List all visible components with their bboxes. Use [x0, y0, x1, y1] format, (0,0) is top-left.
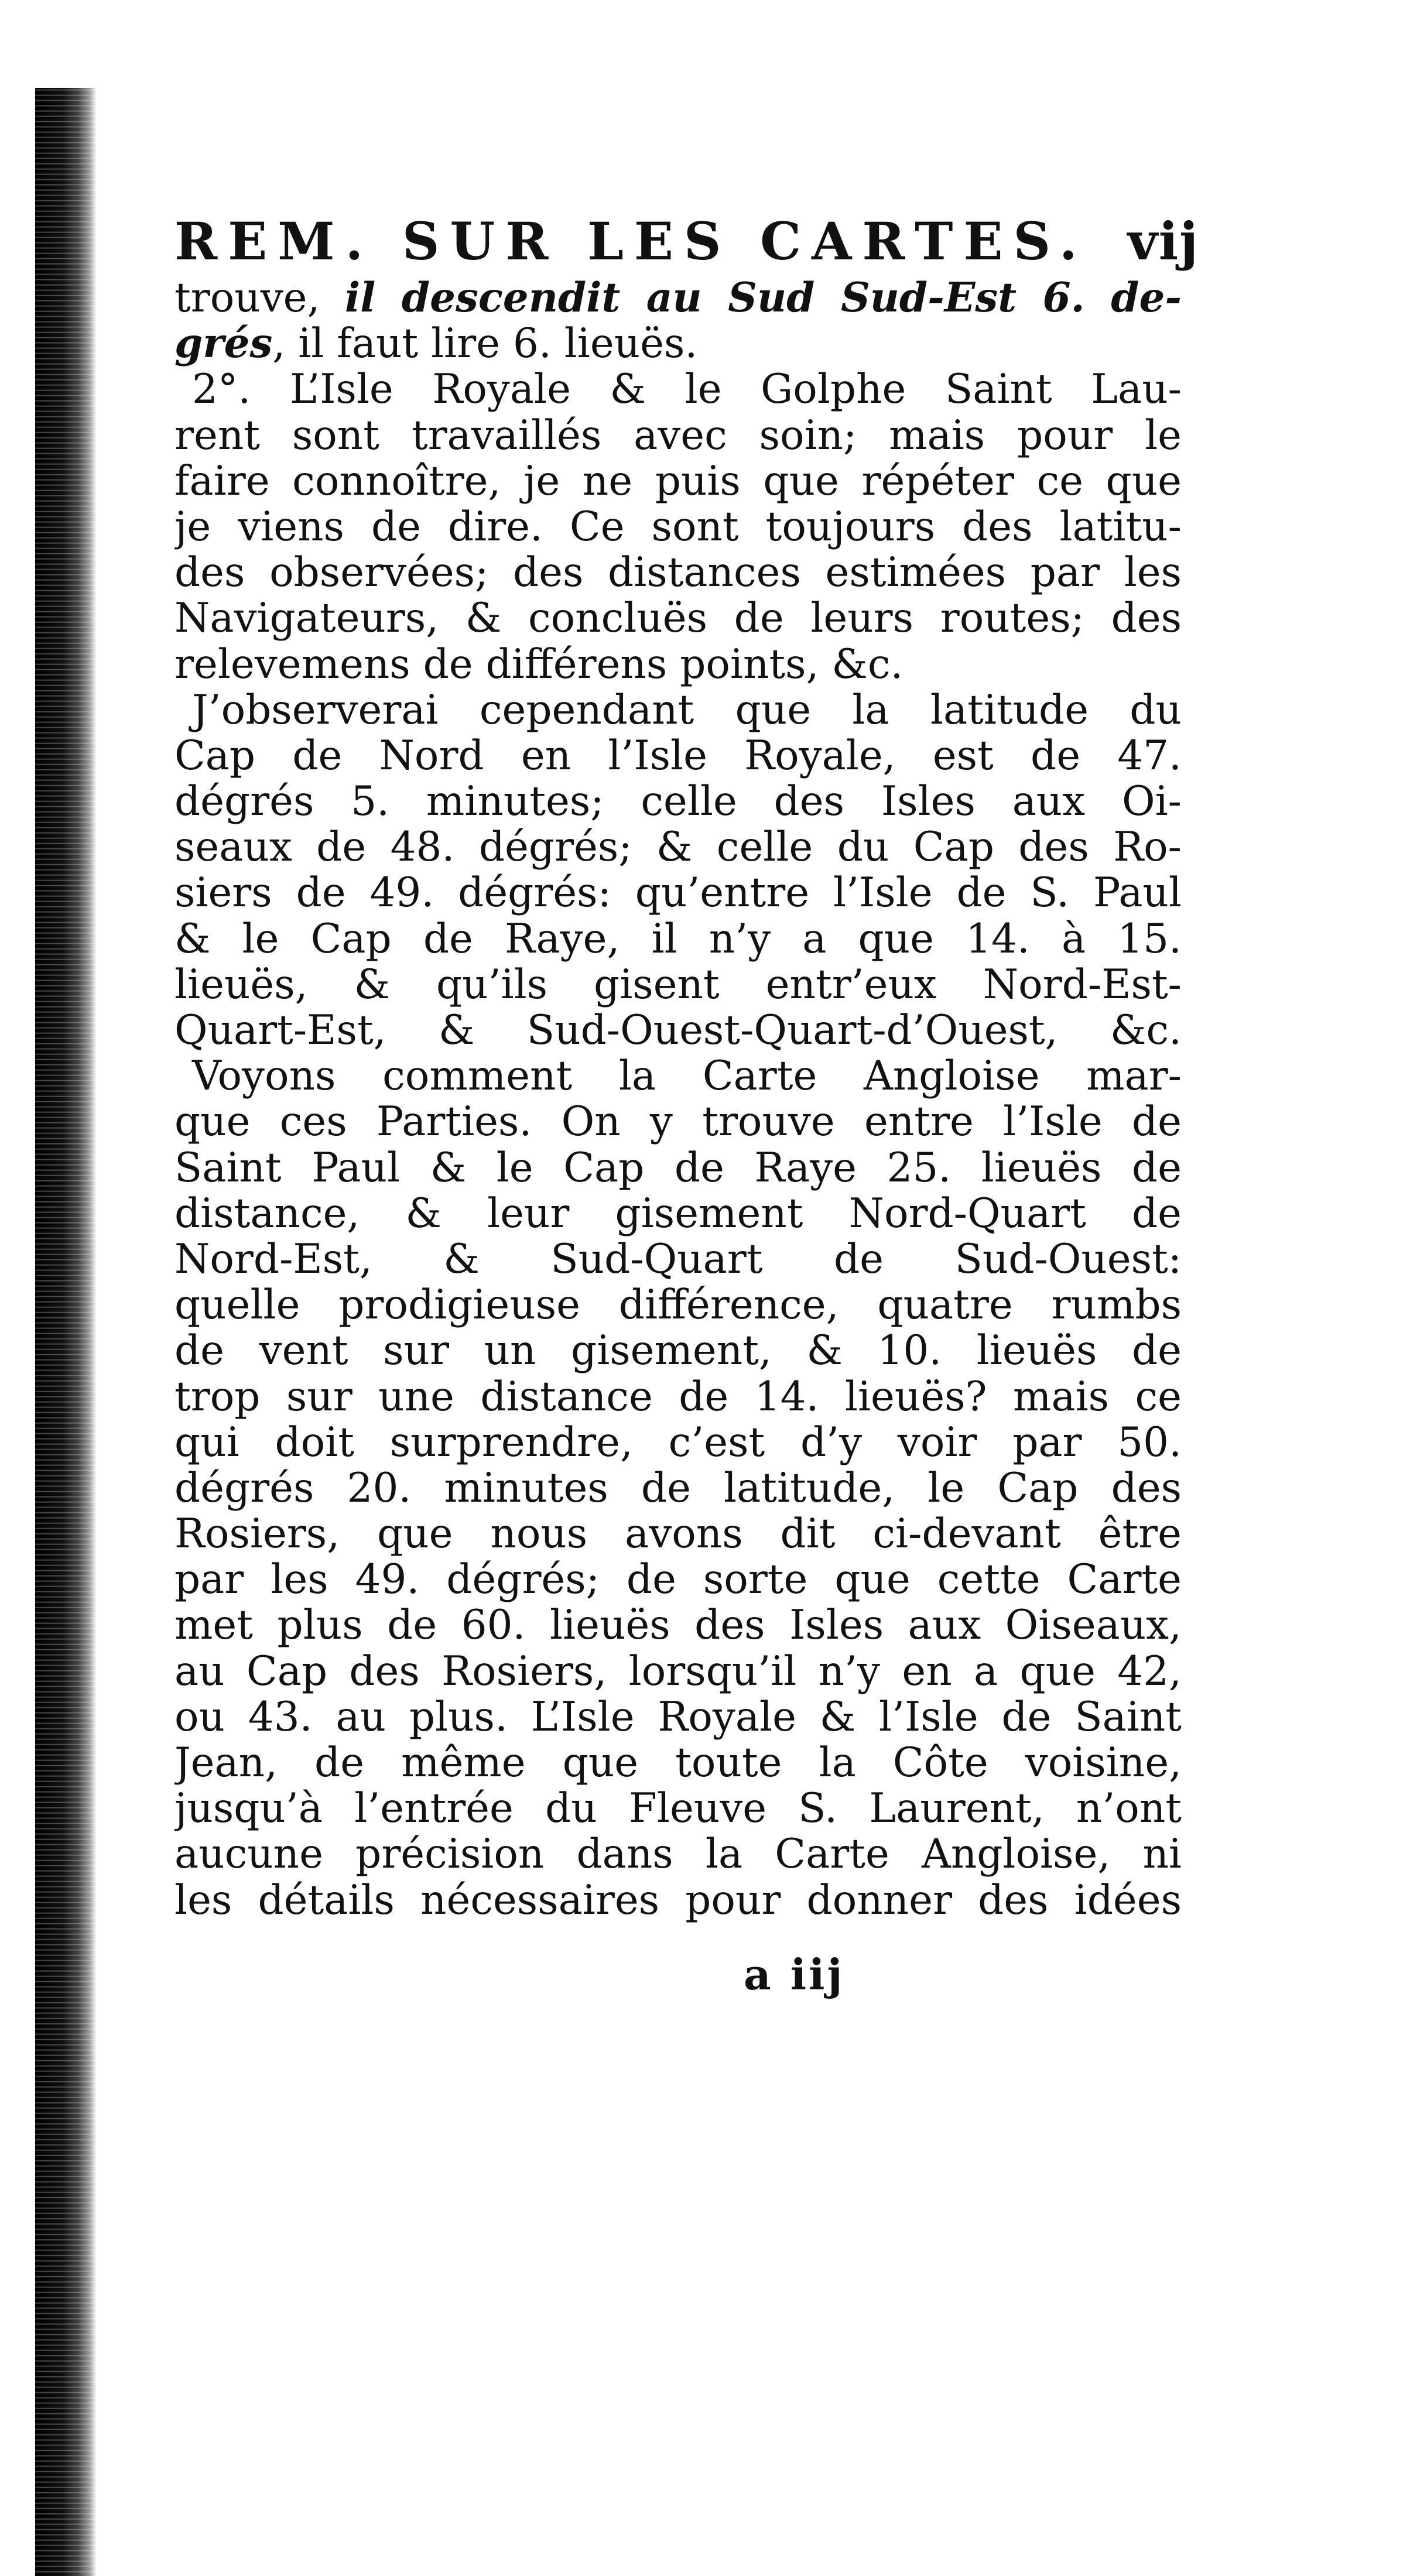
text-line — [174, 779, 1182, 824]
text-segment: par les 49. dégrés; de sorte que cette Carte — [174, 1557, 1182, 1603]
text-line — [174, 1831, 1182, 1877]
text-segment: met plus de 60. lieuës des Isles aux Oiseaux, — [174, 1602, 1182, 1649]
text-segment: Nord-Est, & Sud-Quart de Sud-Ouest: — [174, 1236, 1182, 1283]
text-segment: relevemens de différens points, &c. — [174, 641, 904, 687]
text-line — [174, 962, 1182, 1008]
text-block — [174, 211, 1199, 1923]
text-line — [174, 1878, 1182, 1923]
text-line — [174, 1649, 1182, 1694]
page-number: vij — [1127, 211, 1199, 272]
text-line — [174, 1328, 1182, 1373]
text-segment: Navigateurs, & concluës de leurs routes; des — [174, 595, 1182, 642]
text-segment: des observées; des distances estimées par les — [174, 550, 1182, 596]
text-line — [174, 1465, 1182, 1511]
text-line — [174, 458, 1182, 504]
text-segment: Quart-Est, & Sud-Ouest-Quart-d’Ouest, &c. — [174, 1008, 1182, 1054]
text-line — [174, 1008, 1182, 1053]
text-line — [174, 1191, 1182, 1236]
text-line — [174, 1282, 1182, 1328]
text-segment: trop sur une distance de 14. lieuës? mais ce — [174, 1373, 1182, 1420]
text-line — [174, 1557, 1182, 1602]
running-head-title: REM. SUR LES CARTES. — [174, 211, 1088, 272]
text-line — [174, 1145, 1182, 1191]
text-segment: jusqu’à l’entrée du Fleuve S. Laurent, n’ont — [174, 1786, 1182, 1832]
text-line — [174, 595, 1182, 641]
text-segment: Saint Paul & le Cap de Raye 25. lieuës de — [174, 1145, 1182, 1191]
text-segment: rent sont travaillés avec soin; mais pour le — [174, 412, 1182, 458]
text-line — [174, 687, 1182, 733]
text-line — [174, 413, 1182, 458]
text-segment: , il faut lire 6. lieuës. — [272, 321, 698, 367]
text-segment: J’observerai cependant que la latitude du — [192, 687, 1182, 733]
text-segment: au Cap des Rosiers, lorsqu’il n’y en a que 42, — [174, 1648, 1182, 1694]
text-segment: de vent sur un gisement, & 10. lieuës de — [174, 1328, 1182, 1374]
text-segment: trouve, — [174, 275, 345, 321]
text-line — [174, 1099, 1182, 1145]
text-line — [174, 275, 1182, 321]
text-line — [174, 870, 1182, 916]
text-segment: Jean, de même que toute la Côte voisine, — [174, 1740, 1182, 1786]
text-line — [174, 733, 1182, 779]
signature-mark: a iij — [744, 1950, 845, 1999]
text-line — [174, 1053, 1182, 1099]
text-line — [174, 1694, 1182, 1740]
text-line — [174, 1602, 1182, 1648]
text-segment: quelle prodigieuse différence, quatre rumbs — [174, 1282, 1182, 1328]
text-line — [174, 321, 1182, 366]
text-segment: aucune précision dans la Carte Angloise, ni — [174, 1831, 1182, 1878]
text-segment: 2°. L’Isle Royale & le Golphe Saint Lau- — [192, 366, 1182, 413]
text-segment: distance, & leur gisement Nord-Quart de — [174, 1190, 1182, 1236]
text-segment: ou 43. au plus. L’Isle Royale & l’Isle de Saint — [174, 1694, 1182, 1740]
text-segment: Rosiers, que nous avons dit ci-devant être — [174, 1511, 1182, 1557]
text-line — [174, 916, 1182, 962]
text-line — [174, 504, 1182, 550]
text-segment: dégrés 5. minutes; celle des Isles aux Oi- — [174, 779, 1182, 825]
text-segment: lieuës, & qu’ils gisent entr’eux Nord-Est- — [174, 961, 1182, 1008]
text-segment: je viens de dire. Ce sont toujours des latitu- — [174, 503, 1182, 550]
text-segment: siers de 49. dégrés: qu’entre l’Isle de S. Paul — [174, 870, 1182, 916]
text-segment: dégrés 20. minutes de latitude, le Cap des — [174, 1465, 1182, 1512]
text-segment: Cap de Nord en l’Isle Royale, est de 47. — [174, 732, 1182, 779]
text-line — [174, 824, 1182, 870]
text-line — [174, 1236, 1182, 1282]
text-segment: faire connoître, je ne puis que répéter ce que — [174, 458, 1182, 504]
text-segment: seaux de 48. dégrés; & celle du Cap des Ro- — [174, 824, 1182, 871]
text-line — [174, 1740, 1182, 1786]
text-line — [174, 1511, 1182, 1557]
italic-text-segment: il descendit au Sud Sud-Est 6. de- — [344, 275, 1182, 321]
text-line — [174, 1786, 1182, 1831]
text-line — [174, 366, 1182, 412]
text-segment: & le Cap de Raye, il n’y a que 14. à 15. — [174, 916, 1182, 962]
italic-text-segment: grés — [174, 321, 273, 367]
text-segment: qui doit surprendre, c’est d’y voir par 50. — [174, 1419, 1182, 1465]
text-segment: que ces Parties. On y trouve entre l’Isle de — [174, 1099, 1182, 1145]
text-line — [174, 1374, 1182, 1420]
text-line — [174, 550, 1182, 595]
text-line — [174, 1420, 1182, 1465]
text-segment: Voyons comment la Carte Angloise mar- — [192, 1053, 1182, 1099]
text-segment: les détails nécessaires pour donner des idées — [174, 1877, 1182, 1923]
running-head — [174, 211, 1199, 275]
text-line — [174, 642, 1182, 687]
scanned-binding-edge — [35, 88, 97, 2576]
body-text — [174, 275, 1182, 1923]
